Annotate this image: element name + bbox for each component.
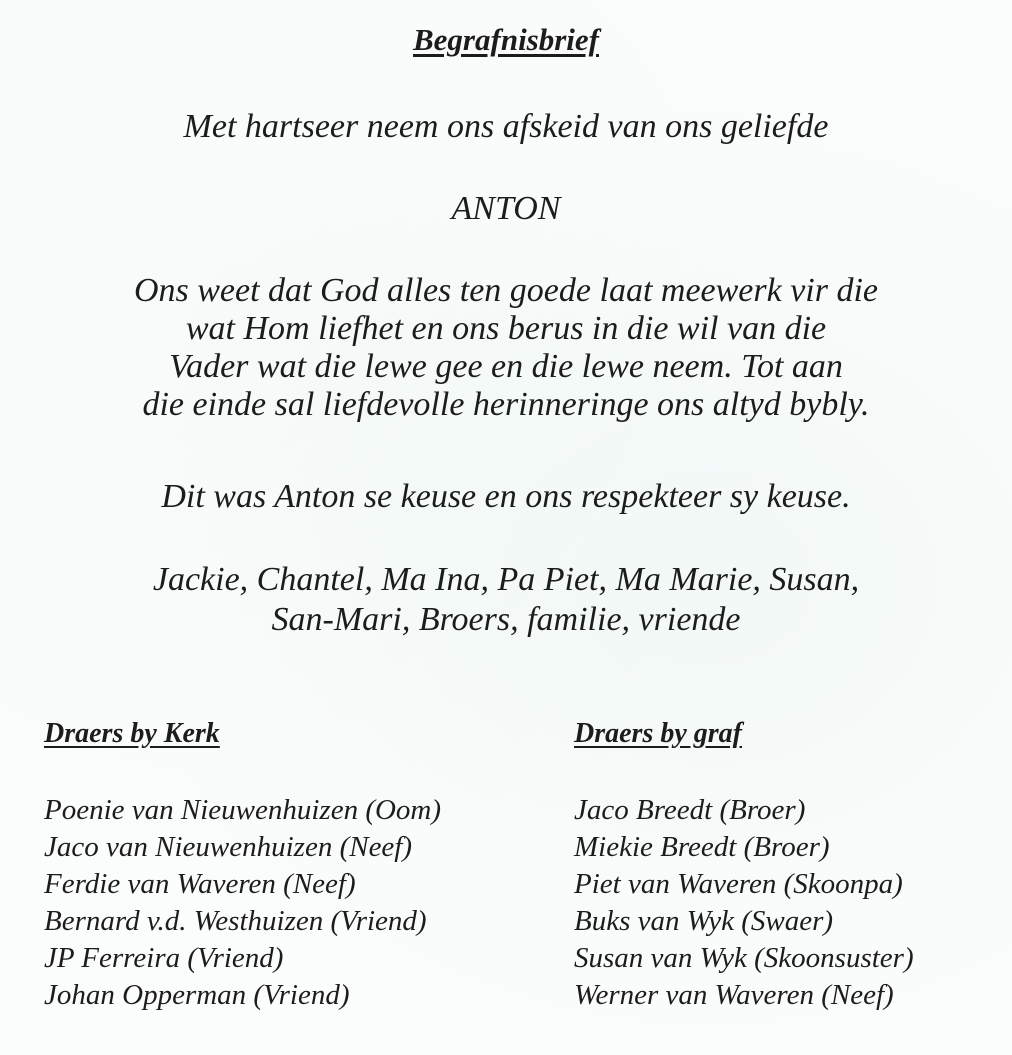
condolence-paragraph xyxy=(0,272,1012,424)
pallbearer-name: Bernard v.d. Westhuizen (Vriend) xyxy=(44,905,427,937)
pallbearer-name: Jaco Breedt (Broer) xyxy=(574,794,806,826)
pallbearer-name: Buks van Wyk (Swaer) xyxy=(574,905,834,937)
pallbearer-name: Ferdie van Waveren (Neef) xyxy=(44,868,356,900)
pallbearers-church-column xyxy=(44,718,441,1014)
deceased-name: ANTON xyxy=(451,190,561,227)
pallbearer-name: Werner van Waveren (Neef) xyxy=(574,979,894,1011)
choice-statement: Dit was Anton se keuse en ons respekteer sy keuse. xyxy=(161,478,851,515)
paragraph-line: Vader wat die lewe gee en die lewe neem. Tot aan xyxy=(169,348,843,385)
pallbearers-church-heading: Draers by Kerk xyxy=(44,718,220,749)
pallbearer-name: Susan van Wyk (Skoonsuster) xyxy=(574,942,914,974)
pallbearer-name: JP Ferreira (Vriend) xyxy=(44,942,284,974)
pallbearers-grave-column xyxy=(574,718,914,1014)
document-title: Begrafnisbrief xyxy=(413,22,599,57)
pallbearer-name: Johan Opperman (Vriend) xyxy=(44,979,350,1011)
pallbearer-name: Miekie Breedt (Broer) xyxy=(574,831,830,863)
intro-line: Met hartseer neem ons afskeid van ons geliefde xyxy=(183,108,829,145)
mourners-list xyxy=(0,560,1012,640)
mourners-line: San-Mari, Broers, familie, vriende xyxy=(271,601,741,638)
paragraph-line: die einde sal liefdevolle herinneringe ons altyd bybly. xyxy=(142,386,870,423)
pallbearer-name: Piet van Waveren (Skoonpa) xyxy=(574,868,903,900)
pallbearer-name: Jaco van Nieuwenhuizen (Neef) xyxy=(44,831,413,863)
pallbearers-grave-heading: Draers by graf xyxy=(574,718,742,749)
pallbearer-name: Poenie van Nieuwenhuizen (Oom) xyxy=(44,794,442,826)
mourners-line: Jackie, Chantel, Ma Ina, Pa Piet, Ma Marie, Susan, xyxy=(152,561,860,598)
paragraph-line: wat Hom liefhet en ons berus in die wil van die xyxy=(185,310,827,347)
paragraph-line: Ons weet dat God alles ten goede laat meewerk vir die xyxy=(133,272,879,309)
